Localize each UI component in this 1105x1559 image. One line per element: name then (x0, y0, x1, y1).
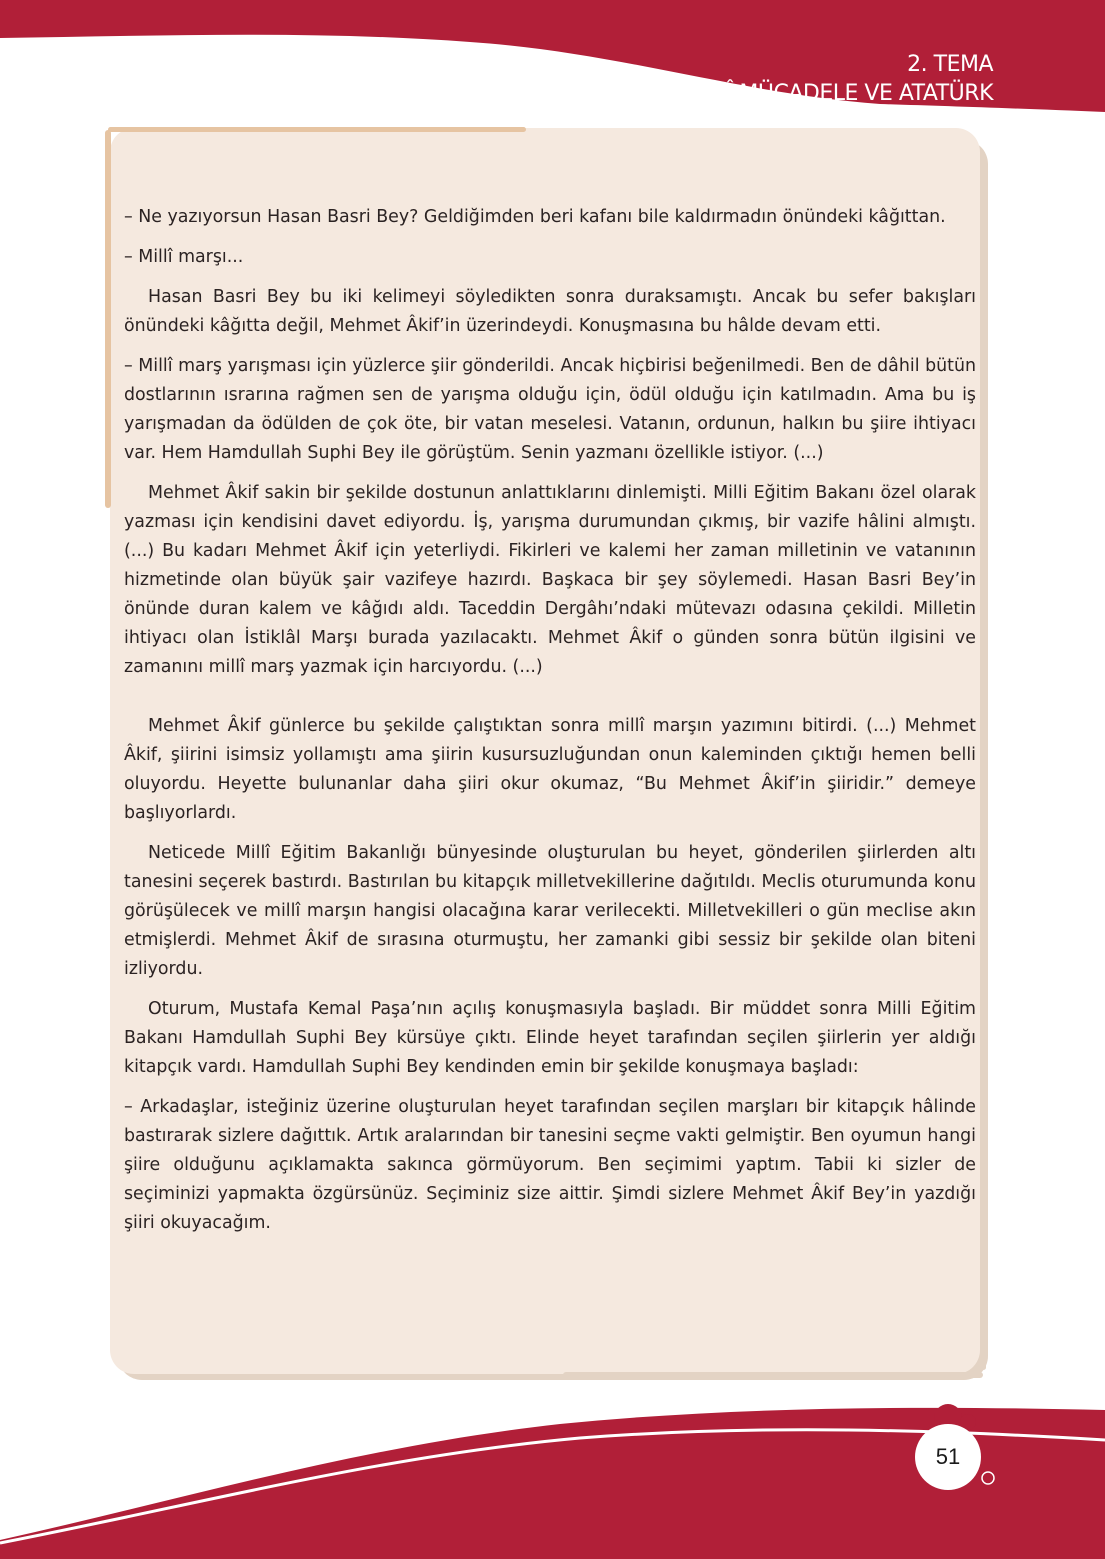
paragraph: Hasan Basri Bey bu iki kelimeyi söyledikten sonra duraksamıştı. Ancak bu sefer bakışları önündeki kâğıtta değil, Mehmet Âkif’in üzerindeydi. Konuşmasına bu hâlde devam etti. (124, 287, 976, 336)
paragraph: Oturum, Mustafa Kemal Paşa’nın açılış konuşmasıyla başladı. Bir müddet sonra Milli Eğitim Bakanı Hamdullah Suphi Bey kürsüye çıktı. Elinde heyet tarafından seçilen şiirlerin yer aldığı kitapçık vardı. Hamdullah Suphi Bey kendinden emin bir şekilde konuşmaya başladı: (124, 999, 976, 1077)
paragraph: Neticede Millî Eğitim Bakanlığı bünyesinde oluşturulan bu heyet, gönderilen şiirlerden altı tanesini seçerek bastırdı. Bastırılan bu kitapçık milletvekillerine dağıtıldı. Meclis oturumunda konu görüşülecek ve millî marşın hangisi olacağına karar verilecekti. Milletvekilleri o gün meclise akın etmişlerdi. Mehmet Âkif de sırasına oturmuştu, her zamanki gibi sessiz bir şekilde olan biteni izliyordu. (124, 843, 976, 979)
panel-accent-left (105, 130, 111, 508)
paragraph: – Arkadaşlar, isteğiniz üzerine oluşturulan heyet tarafından seçilen marşları bir kitapçık hâlinde bastırarak sizlere dağıttık. Artık aralarından bir tanesini seçme vakti gelmiştir. Ben oyumun hangi şiire olduğunu açıklamakta sakınca görmüyorum. Ben seçimimi yaptım. Tabii ki sizler de seçiminizi yapmakta özgürsünüz. Seçiminiz size aittir. Şimdi sizlere Mehmet Âkif Bey’in yazdığı şiiri okuyacağım. (124, 1097, 976, 1233)
paragraph: – Millî marşı... (124, 247, 244, 267)
paragraph: Mehmet Âkif sakin bir şekilde dostunun anlattıklarını dinlemişti. Milli Eğitim Bakanı özel olarak yazması için kendisini davet ediyordu. İş, yarışma durumundan çıkmış, bir vazife hâlini almıştı. (...) Bu kadarı Mehmet Âkif için yeterliydi. Fikirleri ve kalemi her zaman milletinin ve vatanının hizmetinde olan büyük şair vazifeye hazırdı. Başkaca bir şey söylemedi. Hasan Basri Bey’in önünde duran kalem ve kâğıdı aldı. Taceddin Dergâhı’ndaki mütevazı odasına çekildi. Milletin ihtiyacı olan İstiklâl Marşı burada yazılacaktı. Mehmet Âkif o günden sonra bütün ilgisini ve zamanını millî marş yazmak için harcıyordu. (...) (124, 483, 976, 677)
panel-accent-top (108, 127, 526, 132)
theme-title: MİLLÎ MÜCADELE VE ATATÜRK (678, 81, 993, 106)
page-number: 51 (935, 1444, 961, 1469)
paragraph: – Ne yazıyorsun Hasan Basri Bey? Geldiğimden beri kafanı bile kaldırmadın önündeki kâğıttan. (124, 207, 946, 227)
theme-number: 2. TEMA (907, 52, 993, 77)
paragraph: Mehmet Âkif günlerce bu şekilde çalıştıktan sonra millî marşın yazımını bitirdi. (...) Mehmet Âkif, şiirini isimsiz yollamıştı ama şiirin kusursuzluğundan onun kaleminden çıktığı hemen belli oluyordu. Heyette bulunanlar daha şiiri okur okumaz, “Bu Mehmet Âkif’in şiiridir.” demeye başlıyorlardı. (124, 716, 976, 823)
story-text (124, 203, 976, 1238)
theme-header (679, 50, 993, 108)
paragraph: – Millî marş yarışması için yüzlerce şiir gönderildi. Ancak hiçbirisi beğenilmedi. Ben de dâhil bütün dostlarının ısrarına rağmen sen de yarışma olduğu için, ödül olduğu için katılmadın. Ama bu iş yarışmadan da ödülden de çok öte, bir vatan meselesi. Vatanın, ordunun, halkın bu şiire ihtiyacı var. Hem Hamdullah Suphi Bey ile görüştüm. Senin yazmanı özellikle istiyor. (...) (124, 356, 976, 463)
panel-accent-bottom (563, 1372, 983, 1378)
panel-accent-right (981, 998, 986, 1370)
